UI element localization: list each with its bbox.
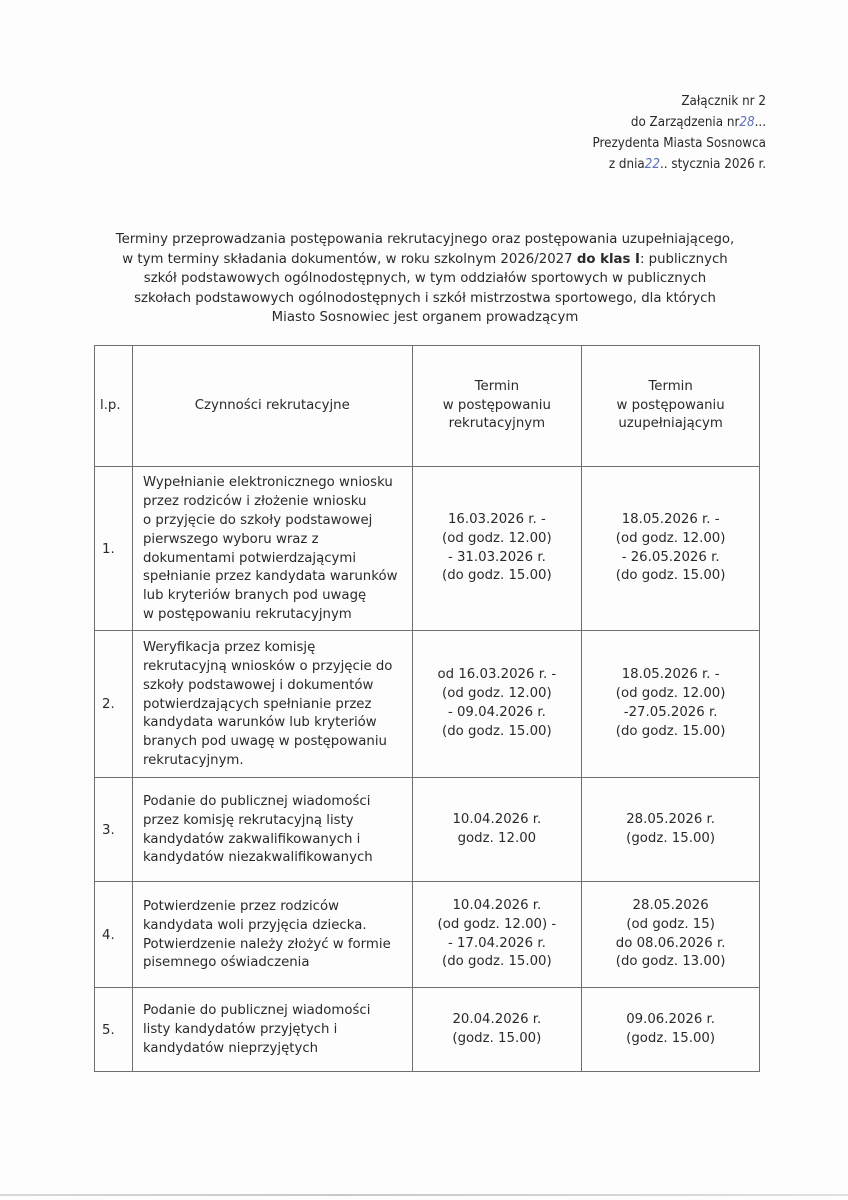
attachment-header xyxy=(593,91,766,175)
attachment-number: Załącznik nr 2 xyxy=(681,94,766,109)
supplementary-term-cell: 28.05.2026 r. (godz. 15.00) xyxy=(582,778,760,882)
table-header-row xyxy=(95,346,760,467)
document-title: Terminy przeprowadzania postępowania rekrutacyjnego oraz postępowania uzupełniającego, w tym terminy składania dokumentów, w roku szkolnym 2026/2027 do klas I: publicznych szkół podstawowych ogólnodostępnych, w tym oddziałów sportowych w publicznych szkołach podstawowych ogólnodostępnych i szkół mistrzostwa sportowego, dla których Miasto Sosnowiec jest organem prowadzącym xyxy=(115,232,735,325)
supplementary-term-cell: 18.05.2026 r. - (od godz. 12.00) -27.05.2026 r. (do godz. 15.00) xyxy=(582,631,760,778)
table-row xyxy=(95,631,760,778)
table-row xyxy=(95,882,760,988)
recruitment-term-cell: 16.03.2026 r. - (od godz. 12.00) - 31.03.2026 r. (do godz. 15.00) xyxy=(412,467,582,631)
row-number: 3. xyxy=(95,778,133,882)
page-edge-divider xyxy=(0,1194,848,1196)
activity-cell: Podanie do publicznej wiadomości listy kandydatów przyjętych i kandydatów nieprzyjętych xyxy=(132,988,412,1072)
schedule-table xyxy=(94,345,760,1072)
recruitment-term-cell: 10.04.2026 r. (od godz. 12.00) - - 17.04.2026 r. (do godz. 15.00) xyxy=(412,882,582,988)
row-number: 1. xyxy=(95,467,133,631)
recruitment-term-cell: 10.04.2026 r. godz. 12.00 xyxy=(412,778,582,882)
supplementary-term-cell: 18.05.2026 r. - (od godz. 12.00) - 26.05.2026 r. (do godz. 15.00) xyxy=(582,467,760,631)
issuer: Prezydenta Miasta Sosnowca xyxy=(592,136,766,151)
emphasis-class-one: do klas I xyxy=(576,251,640,267)
row-number: 4. xyxy=(95,882,133,988)
supplementary-term-cell: 28.05.2026 (od godz. 15) do 08.06.2026 r. (do godz. 13.00) xyxy=(582,882,760,988)
recruitment-term-cell: od 16.03.2026 r. - (od godz. 12.00) - 09.04.2026 r. (do godz. 15.00) xyxy=(412,631,582,778)
ordinance-reference: do Zarządzenia nr28... xyxy=(630,115,766,130)
activity-cell: Wypełnianie elektronicznego wniosku przez rodziców i złożenie wniosku o przyjęcie do szkoły podstawowej pierwszego wyboru wraz z dokumentami potwierdzającymi spełnianie przez kandydata warunków lub kryteriów branych pod uwagę w postępowaniu rekrutacyjnym xyxy=(132,467,412,631)
row-number: 5. xyxy=(95,988,133,1072)
header-supplementary-term: Termin w postępowaniu uzupełniającym xyxy=(582,346,760,467)
table-row xyxy=(95,778,760,882)
ordinance-date: z dnia22.. stycznia 2026 r. xyxy=(608,157,766,172)
header-recruitment-term: Termin w postępowaniu rekrutacyjnym xyxy=(412,346,582,467)
table-row xyxy=(95,988,760,1072)
supplementary-term-cell: 09.06.2026 r. (godz. 15.00) xyxy=(582,988,760,1072)
activity-cell: Weryfikacja przez komisję rekrutacyjną wniosków o przyjęcie do szkoły podstawowej i dokumentów potwierdzających spełnianie przez kandydata warunków lub kryteriów branych pod uwagę w postępowaniu rekrutacyjnym. xyxy=(132,631,412,778)
handwritten-ordinance-number: 28 xyxy=(739,115,755,130)
table-row xyxy=(95,467,760,631)
recruitment-term-cell: 20.04.2026 r. (godz. 15.00) xyxy=(412,988,582,1072)
header-lp: l.p. xyxy=(95,346,133,467)
activity-cell: Podanie do publicznej wiadomości przez komisję rekrutacyjną listy kandydatów zakwalifikowanych i kandydatów niezakwalifikowanych xyxy=(132,778,412,882)
header-activity: Czynności rekrutacyjne xyxy=(132,346,412,467)
activity-cell: Potwierdzenie przez rodziców kandydata woli przyjęcia dziecka. Potwierdzenie należy złożyć w formie pisemnego oświadczenia xyxy=(132,882,412,988)
row-number: 2. xyxy=(95,631,133,778)
handwritten-day: 22 xyxy=(644,157,660,172)
